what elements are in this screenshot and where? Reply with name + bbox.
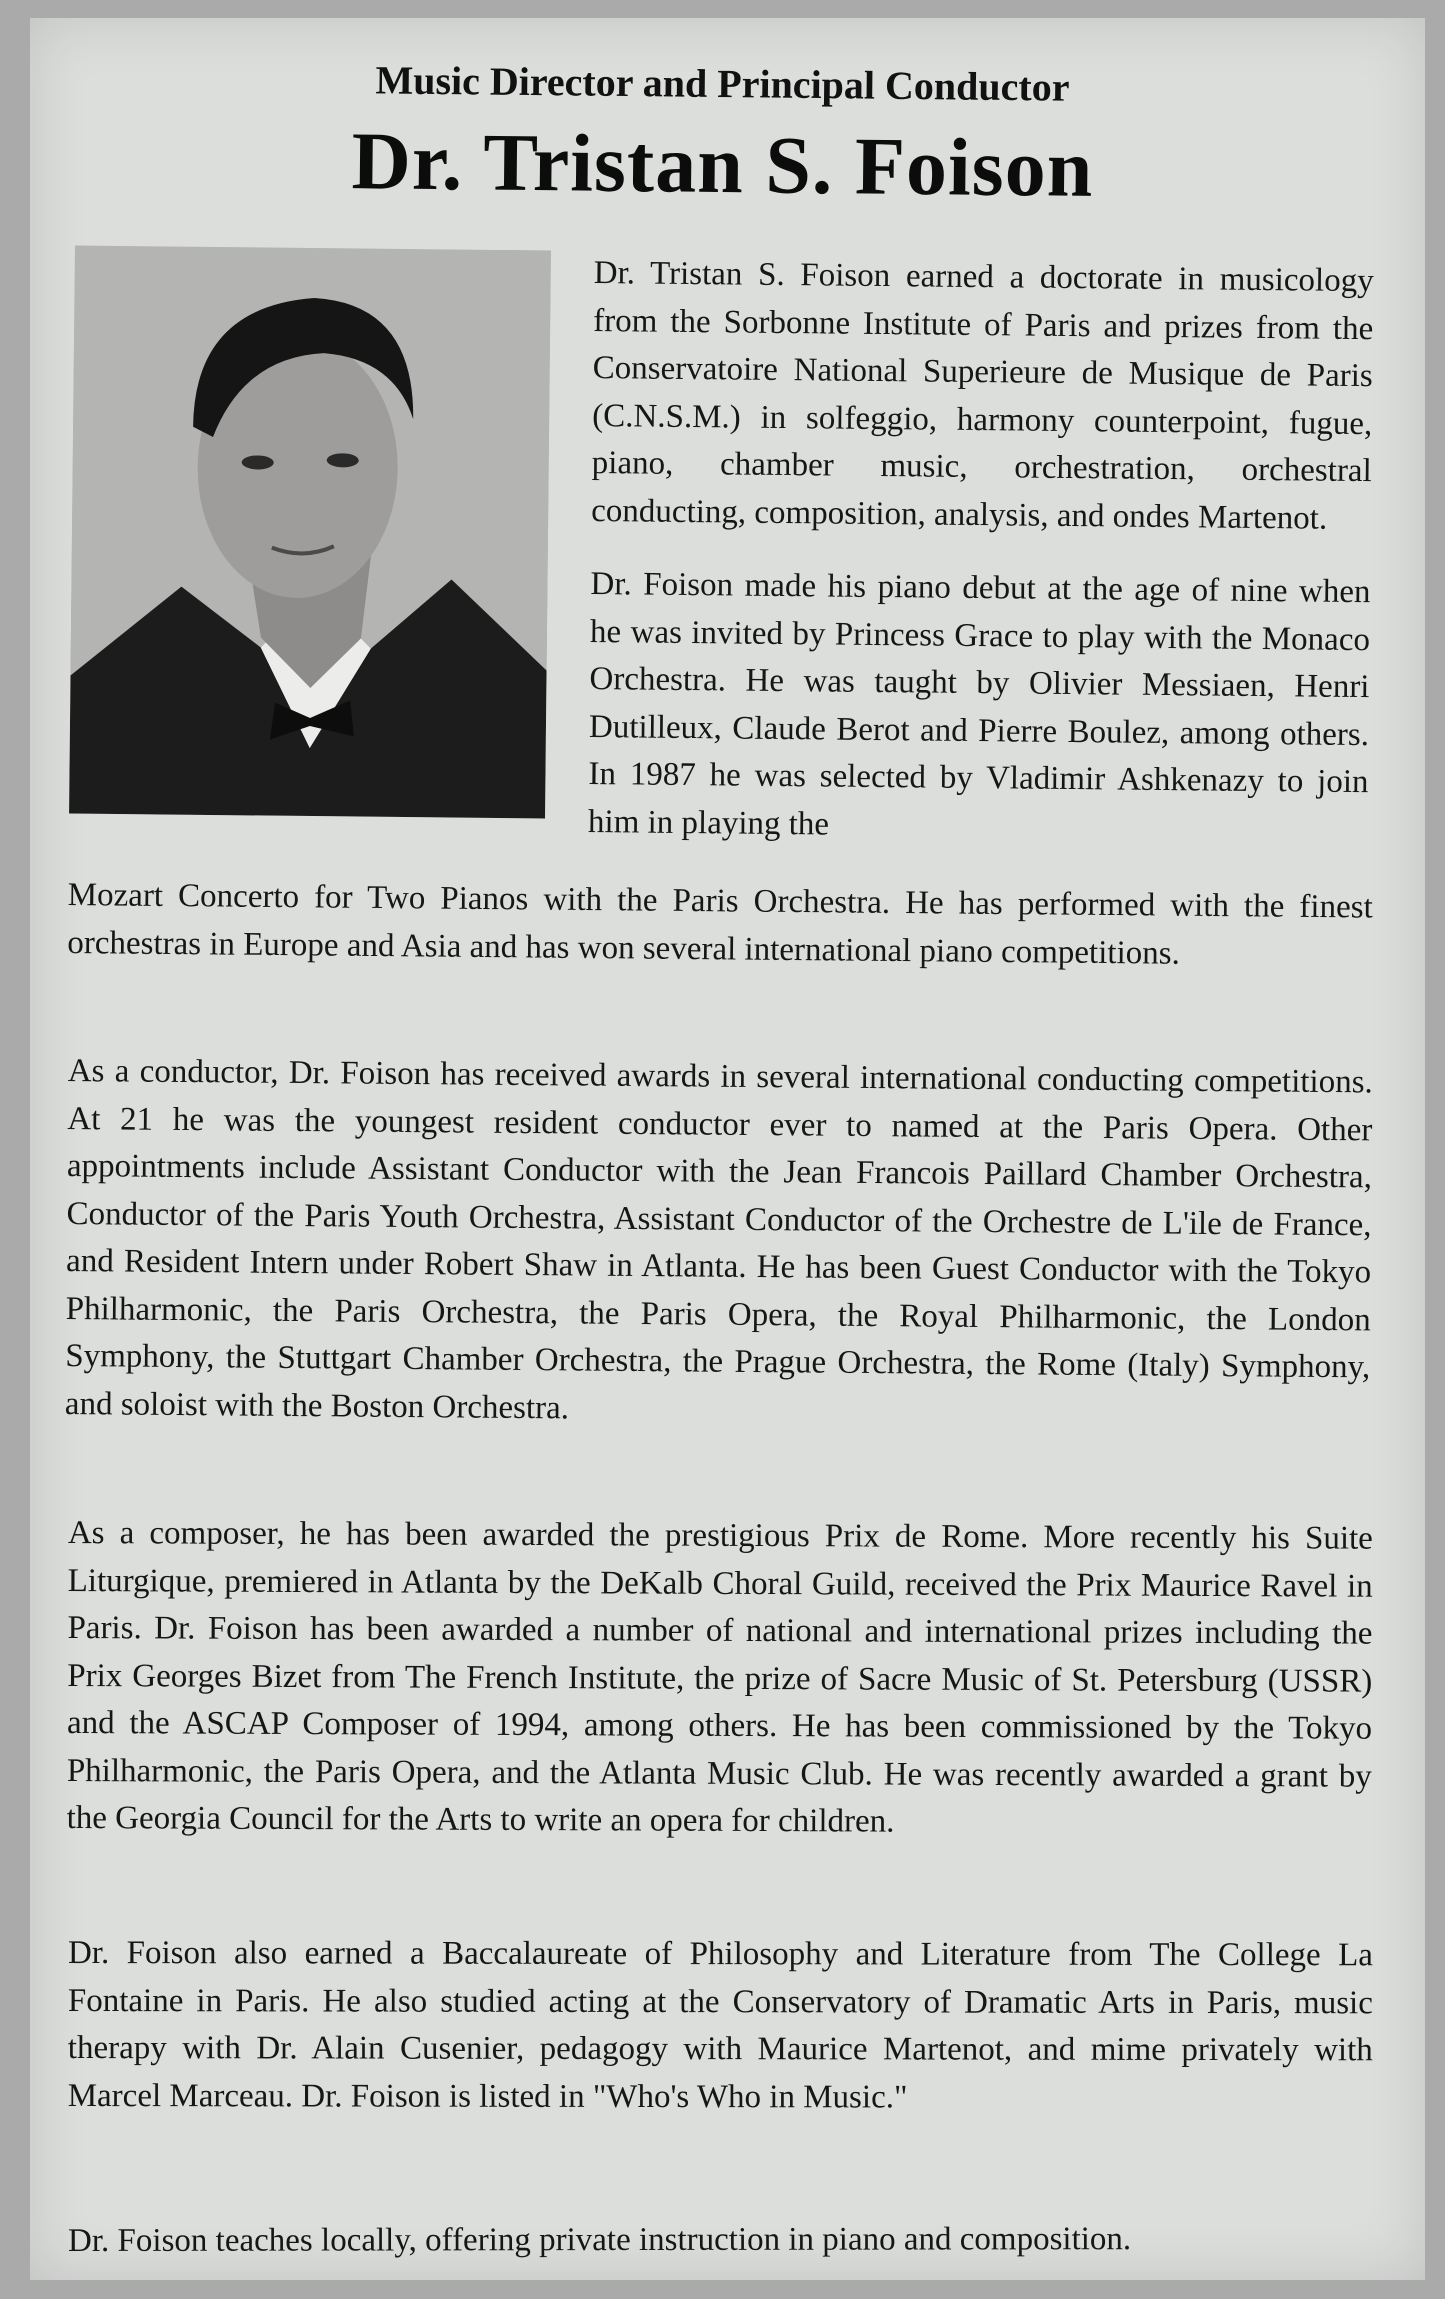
bio-composer-section [67, 1510, 1373, 1848]
bio-paragraph-5: Dr. Foison also earned a Baccalaureate of Philosophy and Literature from The College La Fontaine in Paris. He also studied acting at the Conservatory of Dramatic Arts in Paris, music therapy with Dr. Alain Cusenier, pedagogy with Maurice Martenot, and mime privately with Marcel Marceau. Dr. Foison is listed in "Who's Who in Music." [67, 1935, 1373, 2115]
role-heading: Music Director and Principal Conductor [375, 57, 1070, 110]
bio-paragraph-4: As a composer, he has been awarded the prestigious Prix de Rome. More recently his Suite Liturgique, premiered in Atlanta by the DeKalb Choral Guild, received the Prix Maurice Ravel in Paris. Dr. Foison has been awarded a number of national and international prizes including the Prix Georges Bizet from The French Institute, the prize of Sacre Music of St. Petersburg (USSR) and the ASCAP Composer of 1994, among others. He has been commissioned by the Tokyo Philharmonic, the Paris Opera, and the Atlanta Music Club. He was recently awarded a grant by the Georgia Council for the Arts to write an opera for children. [66, 1515, 1373, 1840]
bio-paragraph-2-continued: Mozart Concerto for Two Pianos with the Paris Orchestra. He has performed with the finest orchestras in Europe and Asia and has won several international piano competitions. [67, 876, 1373, 972]
bio-paragraph-2-bottom [67, 872, 1373, 980]
bio-paragraph-6: Dr. Foison teaches locally, offering private instruction in piano and composition. [68, 2221, 1132, 2259]
bio-column-right [588, 250, 1374, 854]
bio-paragraph-1: Dr. Tristan S. Foison earned a doctorate in musicology from the Sorbonne Institute of Paris and prizes from the Conservatoire National Superieure de Musique de Paris (C.N.S.M.) in solfeggio, harmony counterpoint, fugue, piano, chamber music, orchestration, orchestral conducting, composition, analysis, and ondes Martenot. [591, 254, 1374, 537]
page-title: Dr. Tristan S. Foison [351, 115, 1094, 214]
bio-education-section [68, 1930, 1373, 2122]
bio-teaching-section [68, 2216, 1373, 2266]
bio-paragraph-3: As a conductor, Dr. Foison has received awards in several international conducting competitions. At 21 he was the youngest resident conductor ever to named at the Paris Opera. Other appointments include Assistant Conductor with the Jean Francois Paillard Chamber Orchestra, Conductor of the Paris Youth Orchestra, Assistant Conductor of the Orchestre de L'ile de France, and Resident Intern under Robert Shaw in Atlanta. He has been Guest Conductor with the Tokyo Philharmonic, the Paris Orchestra, the Paris Opera, the Royal Philharmonic, the London Symphony, the Stuttgart Chamber Orchestra, the Prague Orchestra, the Rome (Italy) Symphony, and soloist with the Boston Orchestra. [64, 1052, 1373, 1426]
bio-paragraph-2-top: Dr. Foison made his piano debut at the age of nine when he was invited by Princess Grace to play with the Monaco Orchestra. He was taught by Olivier Messiaen, Henri Dutilleux, Claude Berot and Pierre Boulez, among others. In 1987 he was selected by Vladimir Ashkenazy to join him in playing the [587, 565, 1371, 842]
bio-conductor-section [65, 1048, 1373, 1439]
portrait-photo [69, 246, 551, 819]
